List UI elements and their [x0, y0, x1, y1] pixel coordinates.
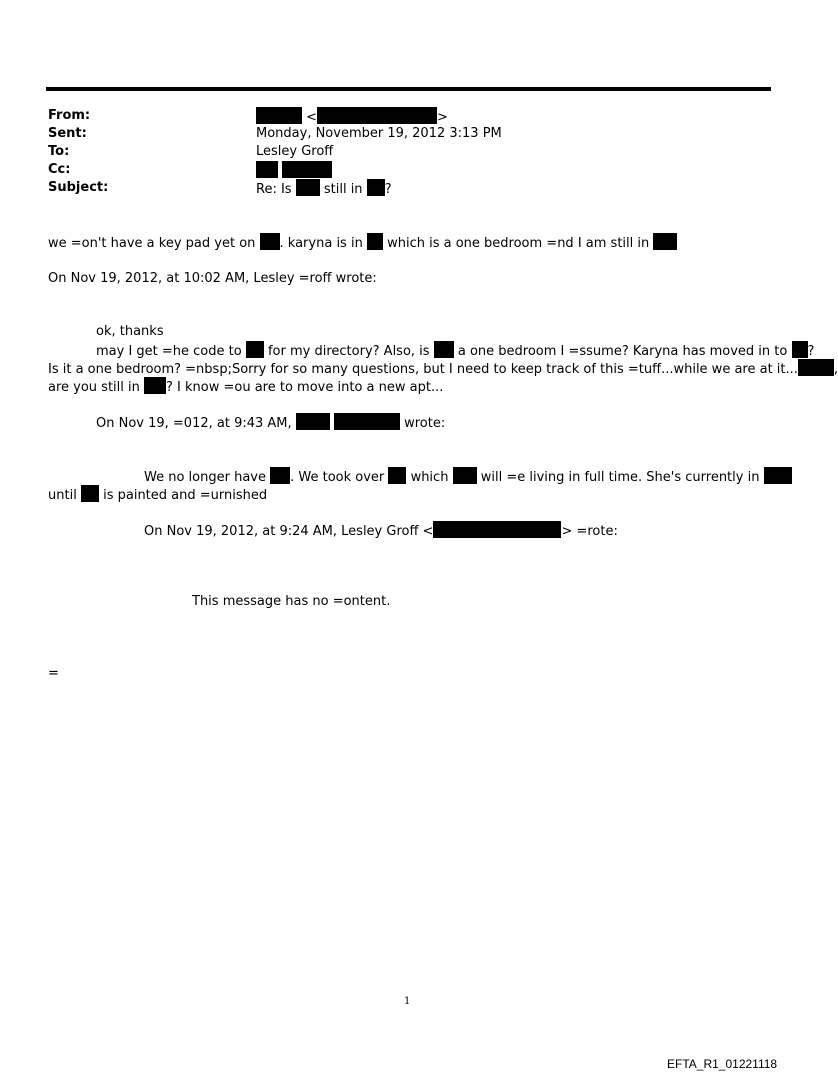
quote-line	[144, 467, 792, 487]
text: . karyna is in	[279, 236, 363, 251]
redaction-block	[792, 341, 808, 358]
redaction-block	[453, 467, 477, 484]
redaction-block	[144, 377, 166, 394]
redaction-block	[296, 179, 320, 196]
quote-line	[96, 341, 814, 361]
quote-line	[48, 359, 838, 379]
header-divider	[46, 87, 771, 91]
redaction-block	[296, 413, 330, 430]
subject-label: Subject:	[48, 180, 109, 195]
subject-text: still in	[323, 182, 363, 197]
redaction-block	[367, 179, 385, 196]
sent-label: Sent:	[48, 126, 87, 141]
text: . We took over	[290, 470, 385, 485]
to-value: Lesley Groff	[256, 144, 334, 159]
text: will =e living in full time. She's currently in	[480, 470, 760, 485]
redaction-block	[798, 359, 834, 376]
text: ? I know =ou are to move into a new apt...	[166, 380, 444, 395]
text: > =rote:	[561, 524, 618, 539]
from-label: From:	[48, 108, 91, 123]
text: ?	[807, 344, 815, 359]
quote-header	[96, 413, 445, 433]
sent-value: Monday, November 19, 2012 3:13 PM	[256, 126, 502, 141]
redaction-block	[433, 521, 561, 538]
redaction-block	[282, 161, 332, 178]
text: is painted and =urnished	[103, 488, 268, 503]
from-lt: <	[306, 110, 318, 125]
text: On Nov 19, 2012, at 9:24 AM, Lesley Groff <	[144, 524, 434, 539]
redaction-block	[367, 233, 383, 250]
quote-line: ok, thanks	[96, 324, 164, 339]
subject-text: Re: Is	[256, 182, 292, 197]
text: ,	[833, 362, 838, 377]
text: are you still in	[48, 380, 140, 395]
from-value	[256, 107, 448, 127]
text: a one bedroom I =ssume? Karyna has moved in to	[457, 344, 788, 359]
subject-text: ?	[384, 182, 392, 197]
redaction-block	[434, 341, 454, 358]
cc-label: Cc:	[48, 162, 71, 177]
cc-value	[256, 161, 332, 181]
quote-line	[48, 485, 267, 505]
redaction-block	[246, 341, 264, 358]
text: which is a one bedroom =nd I am still in	[387, 236, 650, 251]
text: for my directory? Also, is	[267, 344, 430, 359]
reply-line	[48, 233, 677, 253]
document-id: EFTA_R1_01221118	[667, 1057, 778, 1071]
text: we =on't have a key pad yet on	[48, 236, 256, 251]
text: may I get =he code to	[96, 344, 242, 359]
redaction-block	[256, 107, 302, 124]
subject-value	[256, 179, 392, 199]
redaction-block	[388, 467, 406, 484]
quote-body: This message has no =ontent.	[192, 594, 391, 609]
redaction-block	[653, 233, 677, 250]
redaction-block	[256, 161, 278, 178]
text: Is it a one bedroom? =nbsp;Sorry for so many questions, but I need to keep track of this =tuff...while we are at it...	[48, 362, 798, 377]
text: wrote:	[404, 416, 446, 431]
redaction-block	[764, 467, 792, 484]
from-gt: >	[437, 110, 448, 125]
trailing-char: =	[48, 666, 59, 681]
quote-line	[48, 377, 443, 397]
to-label: To:	[48, 144, 70, 159]
redaction-block	[81, 485, 99, 502]
page-number: 1	[404, 996, 411, 1007]
redaction-block	[270, 467, 290, 484]
redaction-block	[260, 233, 280, 250]
quote-header: On Nov 19, 2012, at 10:02 AM, Lesley =roff wrote:	[48, 271, 377, 286]
text: We no longer have	[144, 470, 266, 485]
quote-header	[144, 521, 618, 541]
text: until	[48, 488, 77, 503]
text: which	[410, 470, 449, 485]
text: On Nov 19, =012, at 9:43 AM,	[96, 416, 292, 431]
redaction-block	[334, 413, 400, 430]
redaction-block	[317, 107, 437, 124]
